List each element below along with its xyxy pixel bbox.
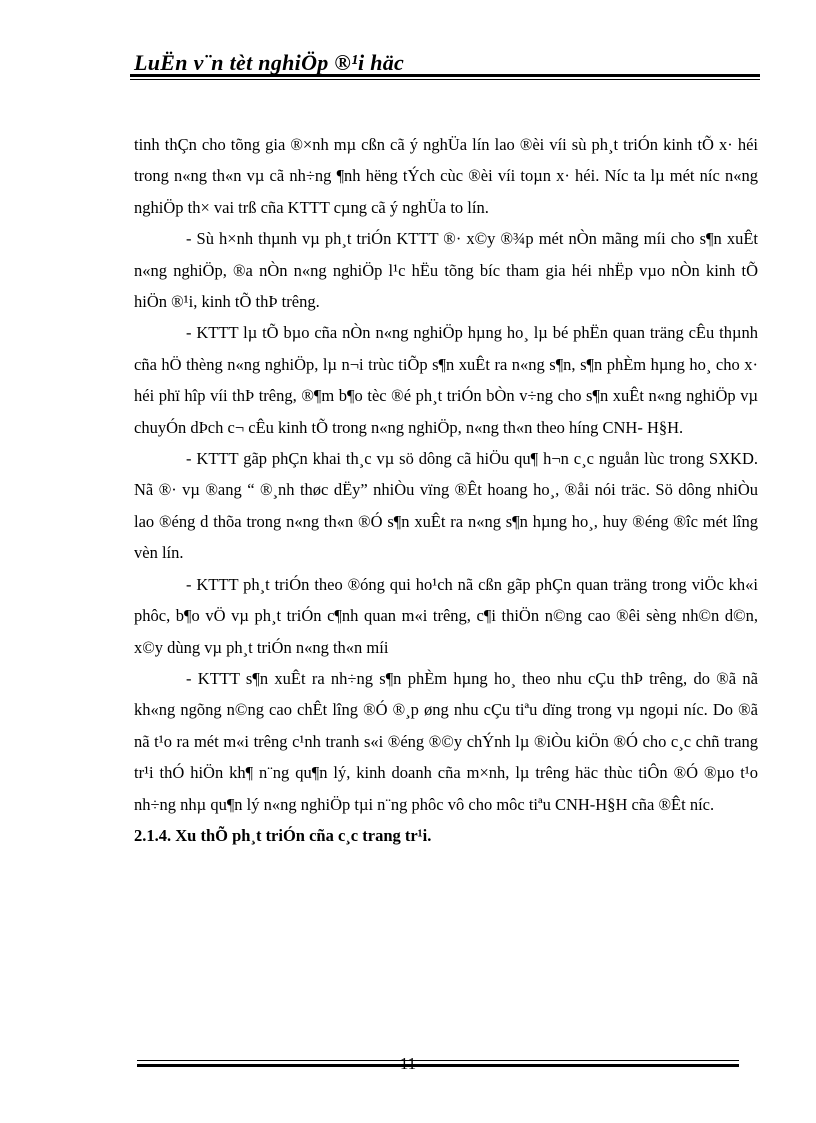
paragraph-cell-of-agriculture: - KTTT lµ tÕ bµo cña nÒn n«ng nghiÖp hµng ho¸ lµ bé phËn quan träng cÊu thµnh cña hÖ thèng n«ng nghiÖp, lµ n¬i trùc tiÕp s¶n xuÊt ra n«ng s¶n, s¶n phÈm hµng ho¸ cho x· héi phï hîp víi thÞ trêng, ®¶m b¶o tèc ®é ph¸t triÓn bÒn v÷ng cho s¶n xuÊt n«ng nghiÖp vµ chuyÓn dÞch c¬ cÊu kinh tÕ trong n«ng nghiÖp, n«ng th«n theo híng CNH- H§H. [134,323,758,437]
body-text [134,129,758,851]
section-heading: 2.1.4. Xu thÕ ph¸t triÓn cña c¸c trang tr¹i. [134,825,432,845]
paragraph-market-products: - KTTT s¶n xuÊt ra nh÷ng s¶n phÈm hµng ho¸ theo nhu cÇu thÞ trêng, do ®ã nã kh«ng ngõng n©ng cao chÊt lîng ®Ó ®¸p øng nhu cÇu tiªu dïng trong vµ ngoµi níc. Do ®ã nã t¹o ra mét m«i trêng c¹nh tranh s«i ®éng ®©y chÝnh lµ ®iÒu kiÖn ®Ó cho c¸c chñ trang tr¹i thÓ hiÖn kh¶ n¨ng qu¶n lý, kinh doanh cña m×nh, lµ trêng häc thùc tiÔn ®Ó ®µo t¹o nh÷ng nhµ qu¶n lý n«ng nghiÖp tµi n¨ng phôc vô cho môc tiªu CNH-H§H cña ®Êt níc. [134,668,758,814]
paragraph-foundation: - Sù h×nh thµnh vµ ph¸t triÓn KTTT ®· x©y ®¾p mét nÒn mãng míi cho s¶n xuÊt n«ng nghiÖp, ®a nÒn n«ng nghiÖp l¹c hËu tõng bíc tham gia héi nhËp vµo nÒn kinh tÕ hiÖn ®¹i, kinh tÕ thÞ trêng. [134,229,758,312]
header-rule-thick [130,74,760,77]
header-rule-thin [130,79,760,80]
page-number-text: 11 [399,1054,417,1073]
paragraph-continuation: tinh thÇn cho tõng gia ®×nh mµ cßn cã ý nghÜa lín lao ®èi víi sù ph¸t triÓn kinh tÕ x· héi trong n«ng th«n vµ cã nh÷ng ¶nh hëng tÝch cùc ®èi víi toµn x· héi. Níc ta lµ mét níc n«ng nghiÖp th× vai trß cña KTTT cµng cã ý nghÜa to lín. [134,135,758,217]
paragraph-resource-use: - KTTT gãp phÇn khai th¸c vµ sö dông cã hiÖu qu¶ h¬n c¸c nguån lùc trong SXKD. Nã ®· vµ ®ang “ ®¸nh thøc dËy” nhiÒu vïng ®Êt hoang ho¸, ®åi nói träc. Sö dông nhiÒu lao ®éng d thõa trong n«ng th«n ®Ó s¶n xuÊt ra n«ng s¶n hµng ho¸, huy ®éng ®îc mét lîng vèn lín. [134,449,758,563]
page-header-title: LuËn v¨n tèt nghiÖp ®¹i häc [134,50,405,75]
page-number [0,1054,816,1074]
paragraph-environment: - KTTT ph¸t triÓn theo ®óng qui ho¹ch nã cßn gãp phÇn quan träng trong viÖc kh«i phôc, b¶o vÖ vµ ph¸t triÓn c¶nh quan m«i trêng, c¶i thiÖn n©ng cao ®êi sèng nh©n d©n, x©y dùng vµ ph¸t triÓn n«ng th«n míi [134,574,758,657]
